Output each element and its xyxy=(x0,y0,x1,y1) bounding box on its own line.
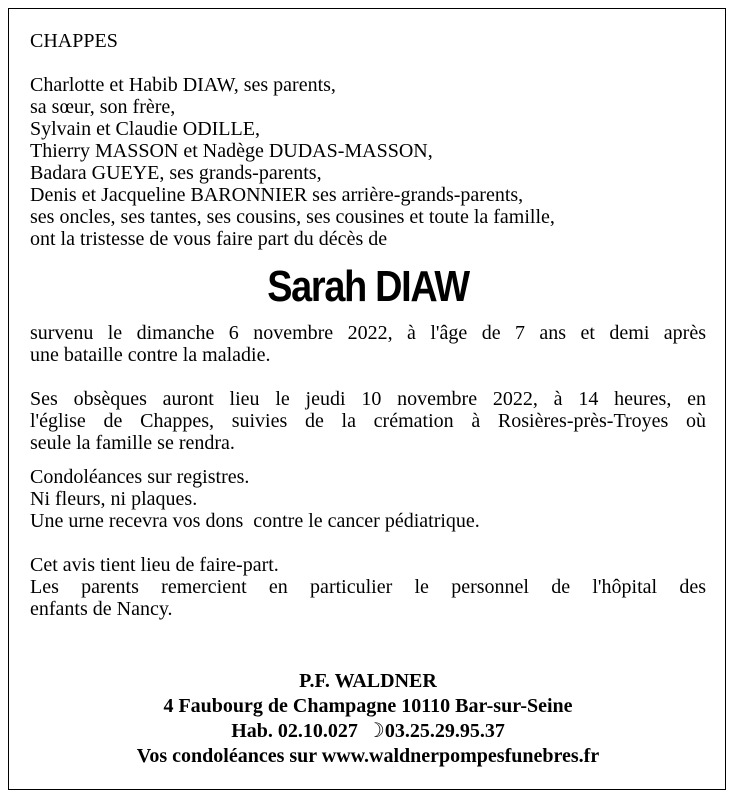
obituary-notice xyxy=(30,30,706,620)
funeral-home-address: 4 Faubourg de Champagne 10110 Bar-sur-Seine xyxy=(163,695,573,717)
family-line: sa sœur, son frère, xyxy=(30,96,176,118)
family-line: Sylvain et Claudie ODILLE, xyxy=(30,118,260,140)
deceased-name: Sarah DIAW xyxy=(267,262,469,311)
funeral-line: Ses obsèques auront lieu le jeudi 10 novembre 2022, à 14 heures, en xyxy=(30,388,706,410)
family-line: Badara GUEYE, ses grands-parents, xyxy=(30,162,322,184)
condolence-line: Condoléances sur registres. xyxy=(30,466,250,488)
website-line: Vos condoléances sur www.waldnerpompesfunebres.fr xyxy=(136,745,600,767)
phone-number: 03.25.29.95.37 xyxy=(384,720,505,742)
death-line: survenu le dimanche 6 novembre 2022, à l'âge de 7 ans et demi après xyxy=(30,322,706,344)
closing-line: Les parents remercient en particulier le personnel de l'hôpital des xyxy=(30,576,706,598)
funeral-home-contact xyxy=(30,719,706,744)
condolence-line: Ni fleurs, ni plaques. xyxy=(30,488,198,510)
funeral-home-name: P.F. WALDNER xyxy=(299,670,437,692)
funeral-line: seule la famille se rendra. xyxy=(30,432,235,454)
death-line: une bataille contre la maladie. xyxy=(30,344,271,366)
family-line: ses oncles, ses tantes, ses cousins, ses cousines et toute la famille, xyxy=(30,206,555,228)
family-line: Thierry MASSON et Nadège DUDAS-MASSON, xyxy=(30,140,433,162)
family-line: ont la tristesse de vous faire part du décès de xyxy=(30,228,388,250)
closing-line: enfants de Nancy. xyxy=(30,598,173,620)
town-heading: CHAPPES xyxy=(30,30,118,52)
habilitation-number: Hab. 02.10.027 xyxy=(231,720,358,742)
family-line: Charlotte et Habib DIAW, ses parents, xyxy=(30,74,336,96)
funeral-line: l'église de Chappes, suivies de la crémation à Rosières-près-Troyes où xyxy=(30,410,706,432)
family-line: Denis et Jacqueline BARONNIER ses arrière-grands-parents, xyxy=(30,184,524,206)
condolence-line: Une urne recevra vos dons contre le cancer pédiatrique. xyxy=(30,510,480,532)
closing-line: Cet avis tient lieu de faire-part. xyxy=(30,554,279,576)
funeral-home-footer xyxy=(30,669,706,769)
moon-phone-icon: ☽ xyxy=(366,720,385,742)
